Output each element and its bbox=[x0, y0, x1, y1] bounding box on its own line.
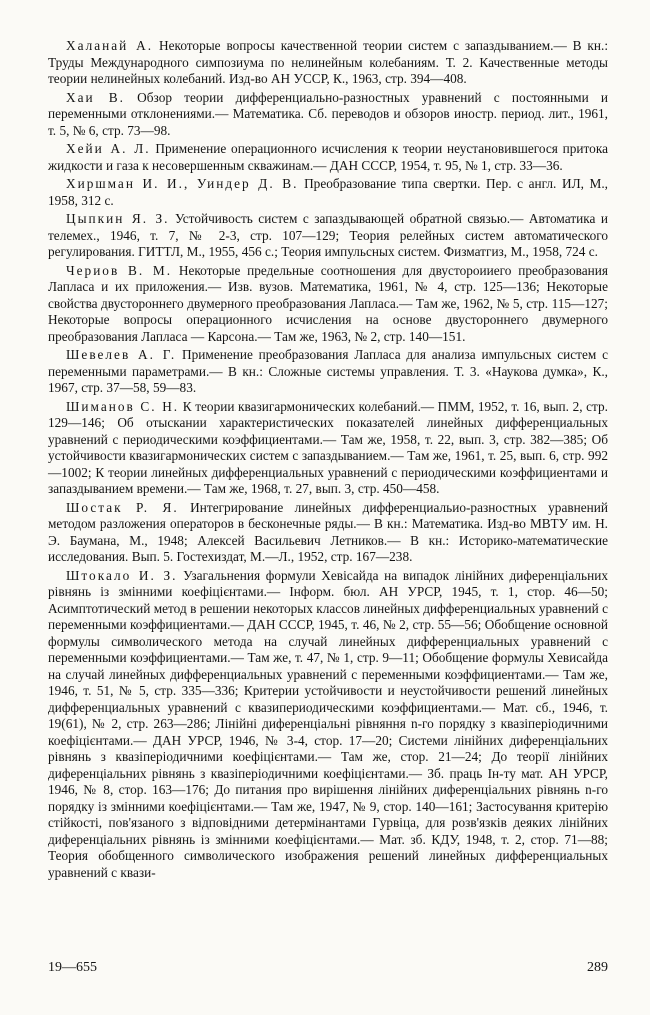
page-footer bbox=[48, 960, 608, 976]
bibliography-entry bbox=[48, 211, 608, 261]
entry-author: Хаи В. bbox=[66, 89, 125, 105]
entry-text: Преобразование типа свертки. Пер. с англ. ИЛ, М., 1958, 312 с. bbox=[48, 176, 608, 208]
bibliography-entry bbox=[48, 263, 608, 346]
entry-author: Штокало И. З. bbox=[66, 567, 178, 583]
entry-text: Узагальнения формули Хевісайда на випадок лінійних диференціальних рівнянь із змінними коефіцієнтами.— Інформ. бюл. АН УРСР, 1945, т. 1, стор. 46—50; Асимптотический метод в решении некоторых классов линейных дифференциальных уравнений с переменными коэффициентами.— ДАН СССР, 1945, т. 46, № 2, стр. 55—56; Обобщение основной формулы символического метода на случай линейных дифференциальных уравнений с переменными коэффициентами.— Там же, т. 47, № 1, стр. 9—11; Обобщение формулы Хевисайда на случай линейных дифференциальных уравнений с переменными коэффициентами.— Там же, 1946, т. 51, № 5, стр. 335—336; Критерии устойчивости и неустойчивости решений линейных дифференциальных уравнений с квазипериодическими коэффициентами.— Мат. сб., 1946, т. 19(61), № 2, стр. 263—286; Лінійні диференціальні рівняння n-го порядку з квазіперіодичними коефіцієнтами.— ДАН УРСР, 1946, № 3-4, стор. 17—20; Системи лінійних диференціальних рівнянь з квазіперіодичними коефіцієнтами.— Там же, стор. 21—24; До теорії лінійних диференціальних рівнянь з квазіперіодичними коефіцієнтами.— Зб. праць Ін-ту мат. АН УРСР, 1946, № 8, стор. 163—176; До питания про вирішення лінійних диференціальних рівнянь n-го порядку із змінними коефіцієнтами.— Там же, 1947, № 9, стор. 140—161; Застосування критерію стійкості, пов'язаного з відповідними детермінантами Гурвіца, для розв'язків деяких лінійних диференціальних рівнянь із змінними коефіцієнтами.— Мат. зб. КДУ, 1948, т. 2, стор. 71—88; Теория обобщенного символического изображения решений линейных дифференциальных уравнений с квази- bbox=[48, 567, 609, 880]
entry-text: Устойчивость систем с запаздывающей обратной связью.— Автоматика и телемех., 1946, т. 7, № 2-3, стр. 107—129; Теория релейных систем автоматического регулирования. ГИТТЛ, М., 1955, 456 с.; Теория импульсных систем. Физматгиз, М., 1958, 724 с. bbox=[48, 211, 608, 259]
bibliography-entry bbox=[48, 90, 608, 140]
entry-author: Шостак Р. Я. bbox=[66, 499, 179, 515]
entry-author: Хейи А. Л. bbox=[66, 141, 151, 156]
entry-text: Обзор теории дифференциально-разностных уравнений с постоянными и переменными отклонениями.— Математика. Сб. переводов и обзоров иностр. период. лит., 1961, т. 5, № 6, стр. 73—98. bbox=[48, 89, 608, 138]
bibliography-entry bbox=[48, 568, 608, 882]
entry-author: Шевелев А. Г. bbox=[66, 347, 177, 362]
entry-text: Применение операционного исчисления к теории неустановившегося притока жидкости и газа к несовершенным скважинам.— ДАН СССР, 1954, т. 95, № 1, стр. 33—36. bbox=[48, 141, 608, 173]
bibliography-entry bbox=[48, 176, 608, 209]
entry-text: Некоторые предельные соотношения для двустороииего преобразования Лапласа и их приложения.— Изв. вузов. Математика, 1961, № 4, стр. 125—136; Некоторые свойства двустороннего двумерного преобразования Лапласа.— Там же, 1962, № 5, стр. 115—127; Некоторые вопросы операционного исчисления на основе двустороннего двумерного преобразования Лапласа — Карсона.— Там же, 1963, № 2, стр. 140—151. bbox=[48, 262, 609, 344]
bibliography-entry bbox=[48, 500, 608, 566]
entry-text: Применение преобразования Лапласа для анализа импульсных систем с переменными параметрами.— В кн.: Сложные системы управления. Т. 3. «Наукова думка», К., 1967, стр. 37—58, 59—83. bbox=[48, 347, 608, 395]
bibliography-entry bbox=[48, 38, 608, 88]
entry-text: К теории квазигармонических колебаний.— ПММ, 1952, т. 16, вып. 2, стр. 129—146; Об отыскании характеристических показателей линейных дифференциальных уравнений с периодическими коэффициентами.— Там же, 1958, т. 22, вып. 3, стр. 382—385; Об устойчивости квазигармонических систем с запаздыванием.— Там же, 1961, т. 25, вып. 6, стр. 992—1002; К теории линейных дифференциальных уравнений с периодическими коэффициентами и запаздыванием времени.— Там же, 1968, т. 27, вып. 3, стр. 450—458. bbox=[48, 398, 608, 496]
bibliography-entry bbox=[48, 399, 608, 498]
page-number: 289 bbox=[587, 960, 608, 975]
entry-text: Интегрирование линейных дифференциальио-разностных уравнений методом разложения операторов в бесконечные ряды.— В кн.: Математика. Изд-во МВТУ им. Н. Э. Баумана, М., 1948; Алексей Васильевич Летников.— В кн.: Историко-математические исследования. Вып. 5. Гостехиздат, М.—Л., 1952, стр. 167—238. bbox=[48, 499, 609, 564]
entry-author: Чериов В. М. bbox=[66, 262, 173, 278]
entry-author: Хиршман И. И., Уиндер Д. В. bbox=[66, 176, 299, 191]
entry-author: Цыпкин Я. З. bbox=[66, 211, 170, 226]
bibliography-entry bbox=[48, 347, 608, 397]
entry-text: Некоторые вопросы качественной теории систем с запаздыванием.— В кн.: Труды Международного симпозиума по нелинейным колебаниям. Т. 2. Качественные методы теории нелинейных колебаний. Изд-во АН УССР, К., 1963, стр. 394—408. bbox=[48, 38, 609, 86]
bibliography-list bbox=[48, 38, 608, 883]
printer-signature: 19—655 bbox=[48, 960, 97, 975]
entry-author: Халанай А. bbox=[66, 38, 154, 53]
entry-author: Шиманов С. Н. bbox=[66, 398, 180, 414]
bibliography-entry bbox=[48, 141, 608, 174]
